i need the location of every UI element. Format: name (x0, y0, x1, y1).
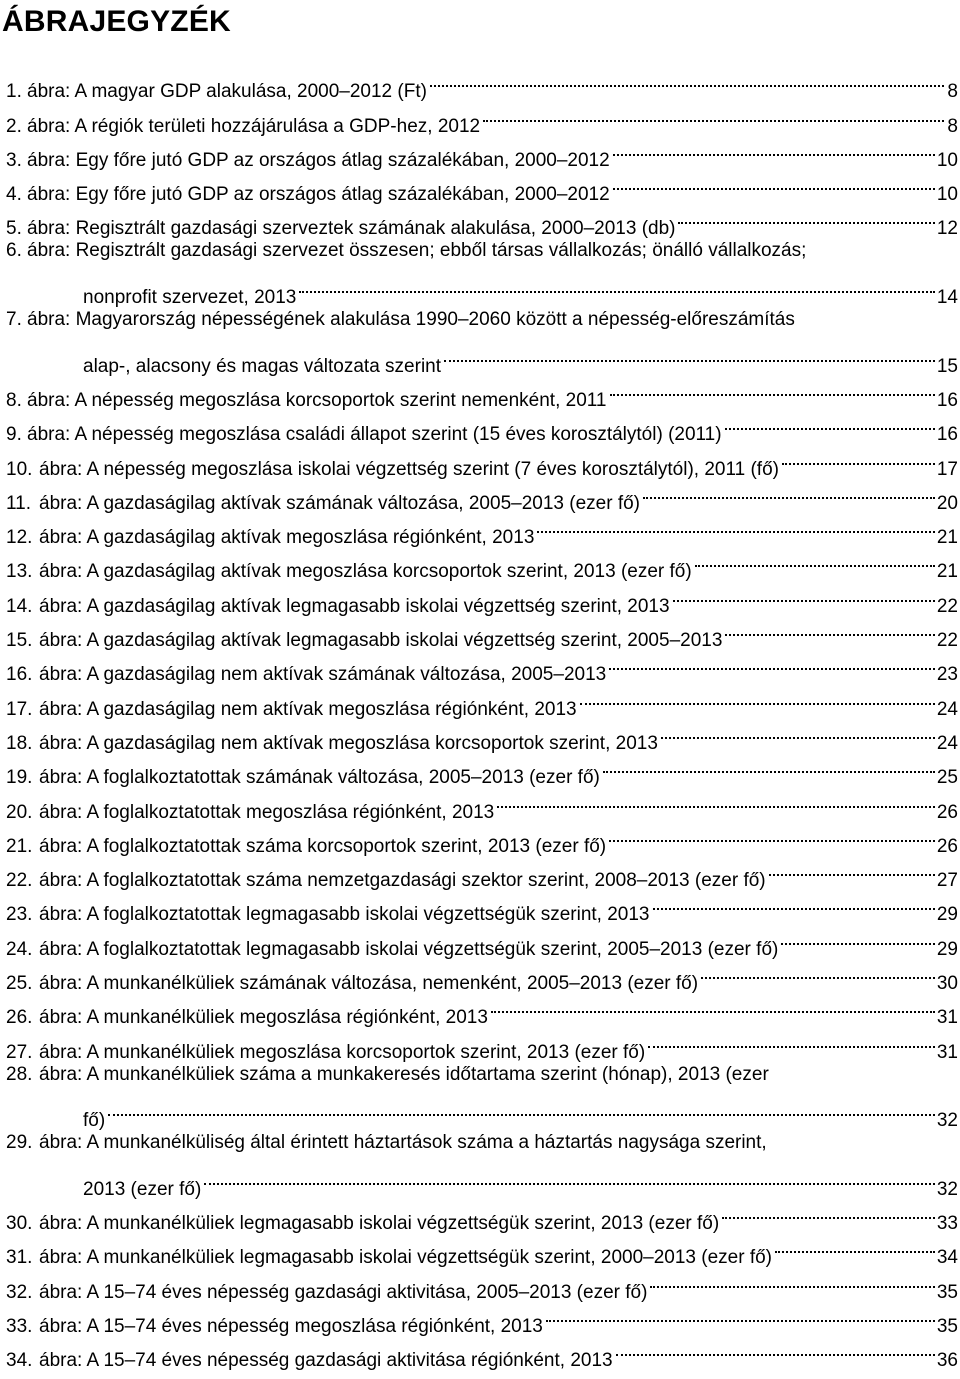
toc-entry[interactable] (6, 646, 958, 686)
toc-entry[interactable] (6, 475, 958, 514)
toc-entry-title: ábra: A gazdaságilag aktívak legmagasabb iskolai végzettség szerint, 2005–2013 (39, 630, 723, 652)
toc-entry-page-number: 26 (936, 835, 958, 857)
dot-leader (643, 475, 935, 509)
toc-entry-title: fő) (83, 1110, 106, 1132)
toc-entry-first-line (6, 1263, 958, 1303)
toc-entry-title: ábra: Egy főre jutó GDP az országos átlag százalékában, 2000–2012 (27, 184, 610, 206)
dot-leader (497, 783, 935, 817)
toc-entry[interactable] (6, 406, 958, 446)
toc-entry-page-number: 31 (936, 1007, 958, 1029)
toc-entry-page-number: 16 (936, 424, 958, 446)
toc-entry-number: 18. (6, 732, 33, 754)
toc-entry-title: ábra: A 15–74 éves népesség megoszlása régiónként, 2013 (39, 1315, 543, 1337)
toc-entry-title: ábra: A foglalkoztatottak legmagasabb iskolai végzettségük szerint, 2013 (39, 904, 650, 926)
toc-entry-first-line (6, 1023, 958, 1063)
toc-entry-number: 7. (6, 309, 22, 331)
toc-entry[interactable] (6, 955, 958, 995)
toc-entry[interactable] (6, 1058, 958, 1132)
dot-leader (722, 1195, 935, 1229)
toc-entry[interactable] (6, 577, 958, 617)
toc-entry-title: nonprofit szervezet, 2013 (83, 287, 297, 309)
toc-entry-page-number: 27 (936, 870, 958, 892)
dot-leader (725, 406, 935, 440)
toc-entry[interactable] (6, 1195, 958, 1235)
toc-entry[interactable] (6, 818, 958, 857)
toc-entry-first-line (6, 989, 958, 1029)
dot-leader (609, 818, 935, 852)
toc-entry[interactable] (6, 166, 958, 206)
toc-entry-page-number: 21 (936, 561, 958, 583)
toc-entry-title: ábra: Egy főre jutó GDP az országos átlag százalékában, 2000–2012 (27, 149, 610, 171)
toc-entry-title: ábra: A munkanélküliek megoszlása régiónként, 2013 (39, 1007, 488, 1029)
dot-leader (653, 886, 935, 920)
dot-leader (725, 612, 934, 646)
toc-entry-first-line (6, 749, 958, 789)
toc-entry-page-number: 30 (936, 973, 958, 995)
toc-entry-page-number: 8 (947, 81, 958, 103)
toc-entry-page-number: 29 (936, 938, 958, 960)
toc-entry-title: ábra: Regisztrált gazdasági szervezet összesen; ebből társas vállalkozás; önálló vállalkozás; (27, 240, 807, 262)
dot-leader (769, 852, 935, 886)
toc-entry-number: 24. (6, 938, 33, 960)
dot-leader (678, 200, 934, 234)
toc-entry-first-line (6, 1332, 958, 1372)
dot-leader (661, 715, 935, 749)
toc-entry-number: 3. (6, 149, 22, 171)
dot-leader (444, 337, 935, 371)
toc-entry[interactable] (6, 132, 958, 171)
toc-entry-number: 27. (6, 1041, 33, 1063)
toc-entry-number: 16. (6, 664, 33, 686)
dot-leader (648, 1023, 935, 1057)
dot-leader (546, 1298, 935, 1332)
toc-entry[interactable] (6, 680, 958, 720)
toc-entry-number: 14. (6, 595, 33, 617)
toc-entry-first-line (6, 1229, 958, 1269)
toc-entry-title: ábra: A gazdaságilag aktívak legmagasabb iskolai végzettség szerint, 2013 (39, 595, 670, 617)
toc-entry[interactable] (6, 989, 958, 1029)
toc-entry-title: ábra: A gazdaságilag nem aktívak megoszlása régiónként, 2013 (39, 698, 577, 720)
toc-entry-first-line (6, 920, 958, 960)
toc-entry-title: ábra: A 15–74 éves népesség gazdasági aktivitása, 2005–2013 (ezer fő) (39, 1281, 648, 1303)
dot-leader (650, 1263, 934, 1297)
toc-entry-number: 15. (6, 630, 33, 652)
toc-entry-title: ábra: A munkanélküliek megoszlása korcsoportok szerint, 2013 (ezer fő) (39, 1041, 646, 1063)
toc-entry-first-line (6, 818, 958, 857)
toc-entry-first-line (6, 63, 958, 103)
toc-entry-continuation-line (6, 1161, 958, 1200)
toc-entry-number: 25. (6, 973, 33, 995)
toc-entry-number: 13. (6, 561, 33, 583)
toc-entry-title: ábra: A munkanélküliek legmagasabb iskolai végzettségük szerint, 2013 (ezer fő) (39, 1213, 720, 1235)
toc-entry-continuation-line (6, 1092, 958, 1132)
toc-entry[interactable] (6, 234, 958, 309)
toc-entry-number: 20. (6, 801, 33, 823)
toc-entry-title: ábra: A munkanélküliek számának változása, nemenként, 2005–2013 (ezer fő) (39, 973, 699, 995)
toc-entry-page-number: 20 (936, 492, 958, 514)
toc-entry-number: 5. (6, 218, 22, 240)
dot-leader (108, 1092, 935, 1126)
toc-entry-number: 1. (6, 81, 22, 103)
toc-entry-number: 33. (6, 1315, 33, 1337)
toc-entry-number: 11. (6, 492, 32, 514)
toc-entry[interactable] (6, 920, 958, 960)
toc-entry-number: 32. (6, 1281, 33, 1303)
dot-leader (701, 955, 935, 989)
dot-leader (491, 989, 935, 1023)
toc-entry-page-number: 22 (936, 595, 958, 617)
toc-entry-number: 4. (6, 184, 22, 206)
toc-entry-first-line (6, 475, 958, 514)
toc-entry-page-number: 17 (936, 458, 958, 480)
toc-entry[interactable] (6, 200, 958, 240)
toc-entry-title: ábra: A foglalkoztatottak száma korcsoportok szerint, 2013 (ezer fő) (39, 835, 607, 857)
toc-entry-title: ábra: A foglalkoztatottak legmagasabb iskolai végzettségük szerint, 2005–2013 (ezer fő) (39, 938, 779, 960)
toc-entry[interactable] (6, 1332, 958, 1372)
toc-entry-page-number: 22 (936, 630, 958, 652)
dot-leader (610, 372, 935, 406)
toc-entry-number: 10. (6, 458, 33, 480)
toc-entry-number: 31. (6, 1247, 33, 1269)
dot-leader (204, 1161, 935, 1195)
toc-entry-title: ábra: A gazdaságilag nem aktívak megoszlása korcsoportok szerint, 2013 (39, 732, 658, 754)
toc-entry[interactable] (6, 1023, 958, 1063)
toc-entry-first-line (6, 406, 958, 446)
toc-entry-title: ábra: A foglalkoztatottak megoszlása régiónként, 2013 (39, 801, 495, 823)
toc-entry-title: ábra: A népesség megoszlása családi állapot szerint (15 éves korosztálytól) (2011) (27, 424, 722, 446)
toc-entry-page-number: 10 (936, 149, 958, 171)
toc-entry-page-number: 29 (936, 904, 958, 926)
toc-entry[interactable] (6, 1126, 958, 1200)
toc-entry[interactable] (6, 1263, 958, 1303)
toc-entry-number: 34. (6, 1350, 33, 1372)
toc-entry-first-line (6, 440, 958, 480)
toc-entry-number: 9. (6, 424, 22, 446)
toc-entry[interactable] (6, 1298, 958, 1337)
dot-leader (782, 440, 935, 474)
dot-leader (537, 509, 934, 543)
toc-entry-number: 22. (6, 870, 33, 892)
toc-entry-first-line (6, 200, 958, 240)
toc-entry-page-number: 16 (936, 389, 958, 411)
toc-entry-title: ábra: A munkanélküliek legmagasabb iskolai végzettségük szerint, 2000–2013 (ezer fő) (39, 1247, 772, 1269)
dot-leader (299, 269, 935, 303)
toc-entry-title: ábra: A 15–74 éves népesség gazdasági aktivitása régiónként, 2013 (39, 1350, 613, 1372)
toc-entry-title: ábra: A népesség megoszlása iskolai végzettség szerint (7 éves korosztálytól), 2011 (fő) (39, 458, 779, 480)
figure-list (6, 63, 958, 1372)
toc-entry-title: ábra: A munkanélküliek száma a munkakeresés időtartama szerint (hónap), 2013 (ezer (39, 1063, 769, 1085)
page-title: ÁBRAJEGYZÉK (2, 5, 231, 38)
toc-entry-title: ábra: Regisztrált gazdasági szerveztek számának alakulása, 2000–2013 (db) (27, 218, 676, 240)
toc-entry-number: 6. (6, 240, 22, 262)
toc-entry-first-line (6, 852, 958, 892)
toc-entry-first-line (6, 97, 958, 137)
dot-leader (673, 577, 935, 611)
toc-entry-page-number: 10 (936, 184, 958, 206)
toc-entry-page-number: 31 (936, 1041, 958, 1063)
toc-entry-first-line (6, 680, 958, 720)
toc-entry-first-line (6, 715, 958, 754)
toc-entry-title: ábra: A foglalkoztatottak száma nemzetgazdasági szektor szerint, 2008–2013 (ezer fő) (39, 870, 766, 892)
toc-entry-title: ábra: A gazdaságilag aktívak megoszlása régiónként, 2013 (39, 527, 535, 549)
toc-entry-title: ábra: A gazdaságilag aktívak megoszlása korcsoportok szerint, 2013 (ezer fő) (39, 561, 692, 583)
toc-entry-number: 21. (6, 835, 33, 857)
dot-leader (430, 63, 944, 97)
toc-entry-first-line (6, 1126, 958, 1160)
toc-entry-first-line (6, 303, 958, 337)
toc-entry-first-line (6, 132, 958, 171)
toc-entry-title: alap-, alacsony és magas változata szerint (83, 355, 442, 377)
toc-entry-first-line (6, 955, 958, 995)
toc-entry[interactable] (6, 97, 958, 137)
dot-leader (695, 543, 935, 577)
toc-entry-page-number: 12 (936, 218, 958, 240)
toc-entry-page-number: 21 (936, 527, 958, 549)
toc-entry-number: 2. (6, 115, 22, 137)
toc-entry-page-number: 14 (936, 287, 958, 309)
toc-entry-title: ábra: A gazdaságilag nem aktívak számának változása, 2005–2013 (39, 664, 607, 686)
dot-leader (609, 646, 935, 680)
toc-entry-number: 30. (6, 1213, 33, 1235)
toc-entry[interactable] (6, 715, 958, 754)
toc-entry-title: ábra: A régiók területi hozzájárulása a GDP-hez, 2012 (27, 115, 481, 137)
toc-entry[interactable] (6, 372, 958, 411)
toc-entry-page-number: 8 (947, 115, 958, 137)
toc-entry[interactable] (6, 749, 958, 789)
toc-entry-page-number: 26 (936, 801, 958, 823)
toc-entry-title: 2013 (ezer fő) (83, 1178, 202, 1200)
toc-entry-first-line (6, 1195, 958, 1235)
toc-entry[interactable] (6, 612, 958, 652)
dot-leader (616, 1332, 935, 1366)
toc-entry[interactable] (6, 886, 958, 926)
dot-leader (483, 97, 944, 131)
dot-leader (613, 166, 935, 200)
toc-entry-first-line (6, 372, 958, 411)
toc-entry-title: ábra: Magyarország népességének alakulása 1990–2060 között a népesség-előreszámítás (27, 309, 795, 331)
toc-entry[interactable] (6, 852, 958, 892)
toc-entry-number: 28. (6, 1063, 33, 1085)
dot-leader (613, 132, 935, 166)
toc-entry-number: 29. (6, 1132, 33, 1154)
toc-entry-page-number: 24 (936, 732, 958, 754)
toc-entry-page-number: 35 (936, 1315, 958, 1337)
toc-entry-first-line (6, 166, 958, 206)
toc-entry-page-number: 25 (936, 767, 958, 789)
toc-entry[interactable] (6, 543, 958, 583)
dot-leader (781, 920, 935, 954)
toc-entry[interactable] (6, 303, 958, 377)
dot-leader (603, 749, 935, 783)
dot-leader (580, 680, 935, 714)
toc-entry-first-line (6, 886, 958, 926)
toc-entry[interactable] (6, 509, 958, 549)
toc-entry-page-number: 36 (936, 1350, 958, 1372)
toc-entry-title: ábra: A gazdaságilag aktívak számának változása, 2005–2013 (ezer fő) (39, 492, 640, 514)
toc-entry-number: 23. (6, 904, 33, 926)
toc-entry-page-number: 15 (936, 355, 958, 377)
toc-entry-number: 12. (6, 527, 33, 549)
toc-entry[interactable] (6, 440, 958, 480)
toc-entry-number: 17. (6, 698, 33, 720)
toc-entry-title: ábra: A népesség megoszlása korcsoportok szerint nemenként, 2011 (27, 389, 607, 411)
toc-entry-page-number: 23 (936, 664, 958, 686)
toc-entry-page-number: 34 (936, 1247, 958, 1269)
toc-entry-page-number: 35 (936, 1281, 958, 1303)
toc-entry-number: 8. (6, 389, 22, 411)
toc-entry-first-line (6, 509, 958, 549)
toc-entry-page-number: 32 (936, 1110, 958, 1132)
toc-entry-continuation-line (6, 337, 958, 377)
toc-entry[interactable] (6, 783, 958, 823)
toc-entry-number: 19. (6, 767, 33, 789)
toc-entry-continuation-line (6, 269, 958, 309)
toc-entry[interactable] (6, 1229, 958, 1269)
toc-entry-page-number: 33 (936, 1213, 958, 1235)
toc-entry-title: ábra: A munkanélküliség által érintett háztartások száma a háztartás nagysága szerint, (39, 1132, 767, 1154)
toc-entry-first-line (6, 234, 958, 268)
toc-entry-first-line (6, 577, 958, 617)
toc-entry-first-line (6, 783, 958, 823)
toc-entry[interactable] (6, 63, 958, 103)
toc-entry-first-line (6, 646, 958, 686)
toc-entry-first-line (6, 543, 958, 583)
toc-entry-title: ábra: A foglalkoztatottak számának változása, 2005–2013 (ezer fő) (39, 767, 600, 789)
toc-entry-page-number: 32 (936, 1178, 958, 1200)
toc-entry-page-number: 24 (936, 698, 958, 720)
toc-entry-first-line (6, 1298, 958, 1337)
toc-entry-first-line (6, 1058, 958, 1092)
dot-leader (775, 1229, 935, 1263)
toc-entry-first-line (6, 612, 958, 652)
toc-entry-number: 26. (6, 1007, 33, 1029)
toc-entry-title: ábra: A magyar GDP alakulása, 2000–2012 (Ft) (27, 81, 427, 103)
